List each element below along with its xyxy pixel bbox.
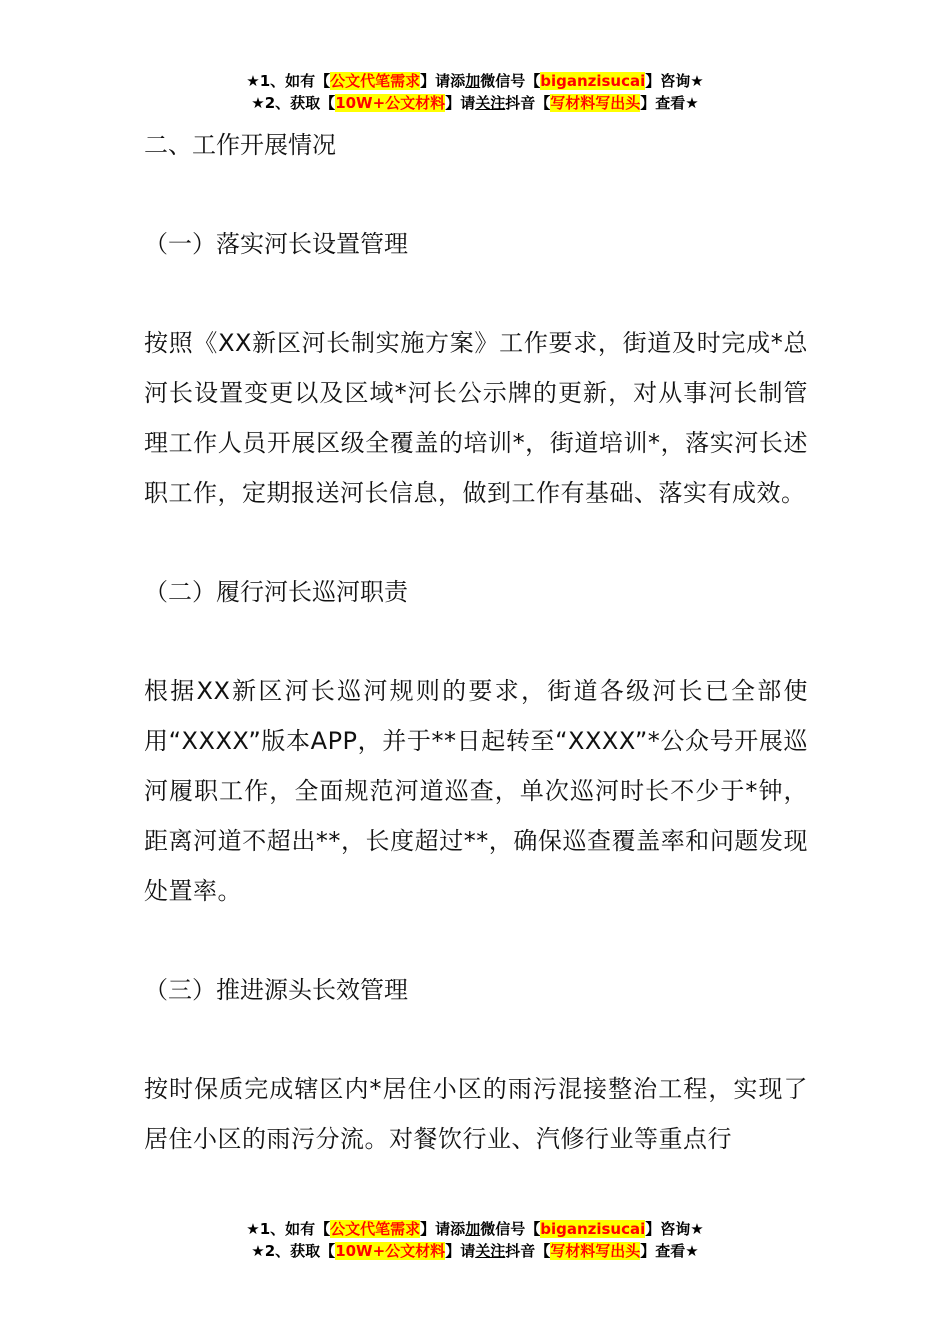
banner-text: 】查看★ <box>640 94 699 112</box>
subheading-3: （三）推进源头长效管理 <box>144 976 408 1004</box>
banner-text: 】请添 <box>420 72 466 90</box>
highlight-wechat-id: biganzisucai <box>540 1220 646 1238</box>
header-banner <box>0 70 950 114</box>
banner-line-1 <box>0 1218 950 1240</box>
paragraph-3: 按时保质完成辖区内*居住小区的雨污混接整治工程，实现了居住小区的雨污分流。对餐饮行业、汽修行业等重点行 <box>144 1075 808 1153</box>
banner-text: 关注 <box>475 1242 506 1260</box>
paragraph-2: 根据XX新区河长巡河规则的要求，街道各级河长已全部使用“XXXX”版本APP，并于**日起转至“XXXX”*公众号开展巡河履职工作，全面规范河道巡查，单次巡河时长不少于*钟，距离河道不超出**，长度超过**，确保巡查覆盖率和问题发现处置率。 <box>144 677 808 905</box>
banner-text: 微信号【 <box>480 1220 541 1238</box>
banner-text: 】请 <box>445 1242 476 1260</box>
banner-line-1 <box>0 70 950 92</box>
banner-text: 】咨询★ <box>645 72 704 90</box>
banner-line-2 <box>0 1240 950 1262</box>
footer-banner <box>0 1218 950 1262</box>
banner-text: 】请 <box>445 94 476 112</box>
section-title: 二、工作开展情况 <box>144 131 336 159</box>
paragraph-1: 按照《XX新区河长制实施方案》工作要求，街道及时完成*总河长设置变更以及区域*河长公示牌的更新，对从事河长制管理工作人员开展区级全覆盖的培训*，街道培训*，落实河长述职工作，定期报送河长信息，做到工作有基础、落实有成效。 <box>144 329 808 507</box>
highlight-service: 公文代笔需求 <box>330 1220 421 1238</box>
subheading-2: （二）履行河长巡河职责 <box>144 578 408 606</box>
banner-text: 】咨询★ <box>645 1220 704 1238</box>
banner-text: 】查看★ <box>640 1242 699 1260</box>
highlight-materials: 10W+公文材料 <box>335 1242 446 1260</box>
banner-text: 加 <box>465 1220 481 1238</box>
banner-text: 】请添 <box>420 1220 466 1238</box>
banner-text: ★2、获取【 <box>251 1242 336 1260</box>
highlight-wechat-id: biganzisucai <box>540 72 646 90</box>
highlight-service: 公文代笔需求 <box>330 72 421 90</box>
document-body <box>144 120 808 1164</box>
highlight-materials: 10W+公文材料 <box>335 94 446 112</box>
banner-text: 关注 <box>475 94 506 112</box>
banner-text: ★2、获取【 <box>251 94 336 112</box>
subheading-1: （一）落实河长设置管理 <box>144 230 408 258</box>
banner-text: ★1、如有【 <box>246 1220 331 1238</box>
banner-text: 微信号【 <box>480 72 541 90</box>
banner-text: ★1、如有【 <box>246 72 331 90</box>
banner-line-2 <box>0 92 950 114</box>
highlight-douyin: 写材料写出头 <box>550 1242 641 1260</box>
banner-text: 抖音【 <box>505 94 551 112</box>
banner-text: 加 <box>465 72 481 90</box>
highlight-douyin: 写材料写出头 <box>550 94 641 112</box>
banner-text: 抖音【 <box>505 1242 551 1260</box>
